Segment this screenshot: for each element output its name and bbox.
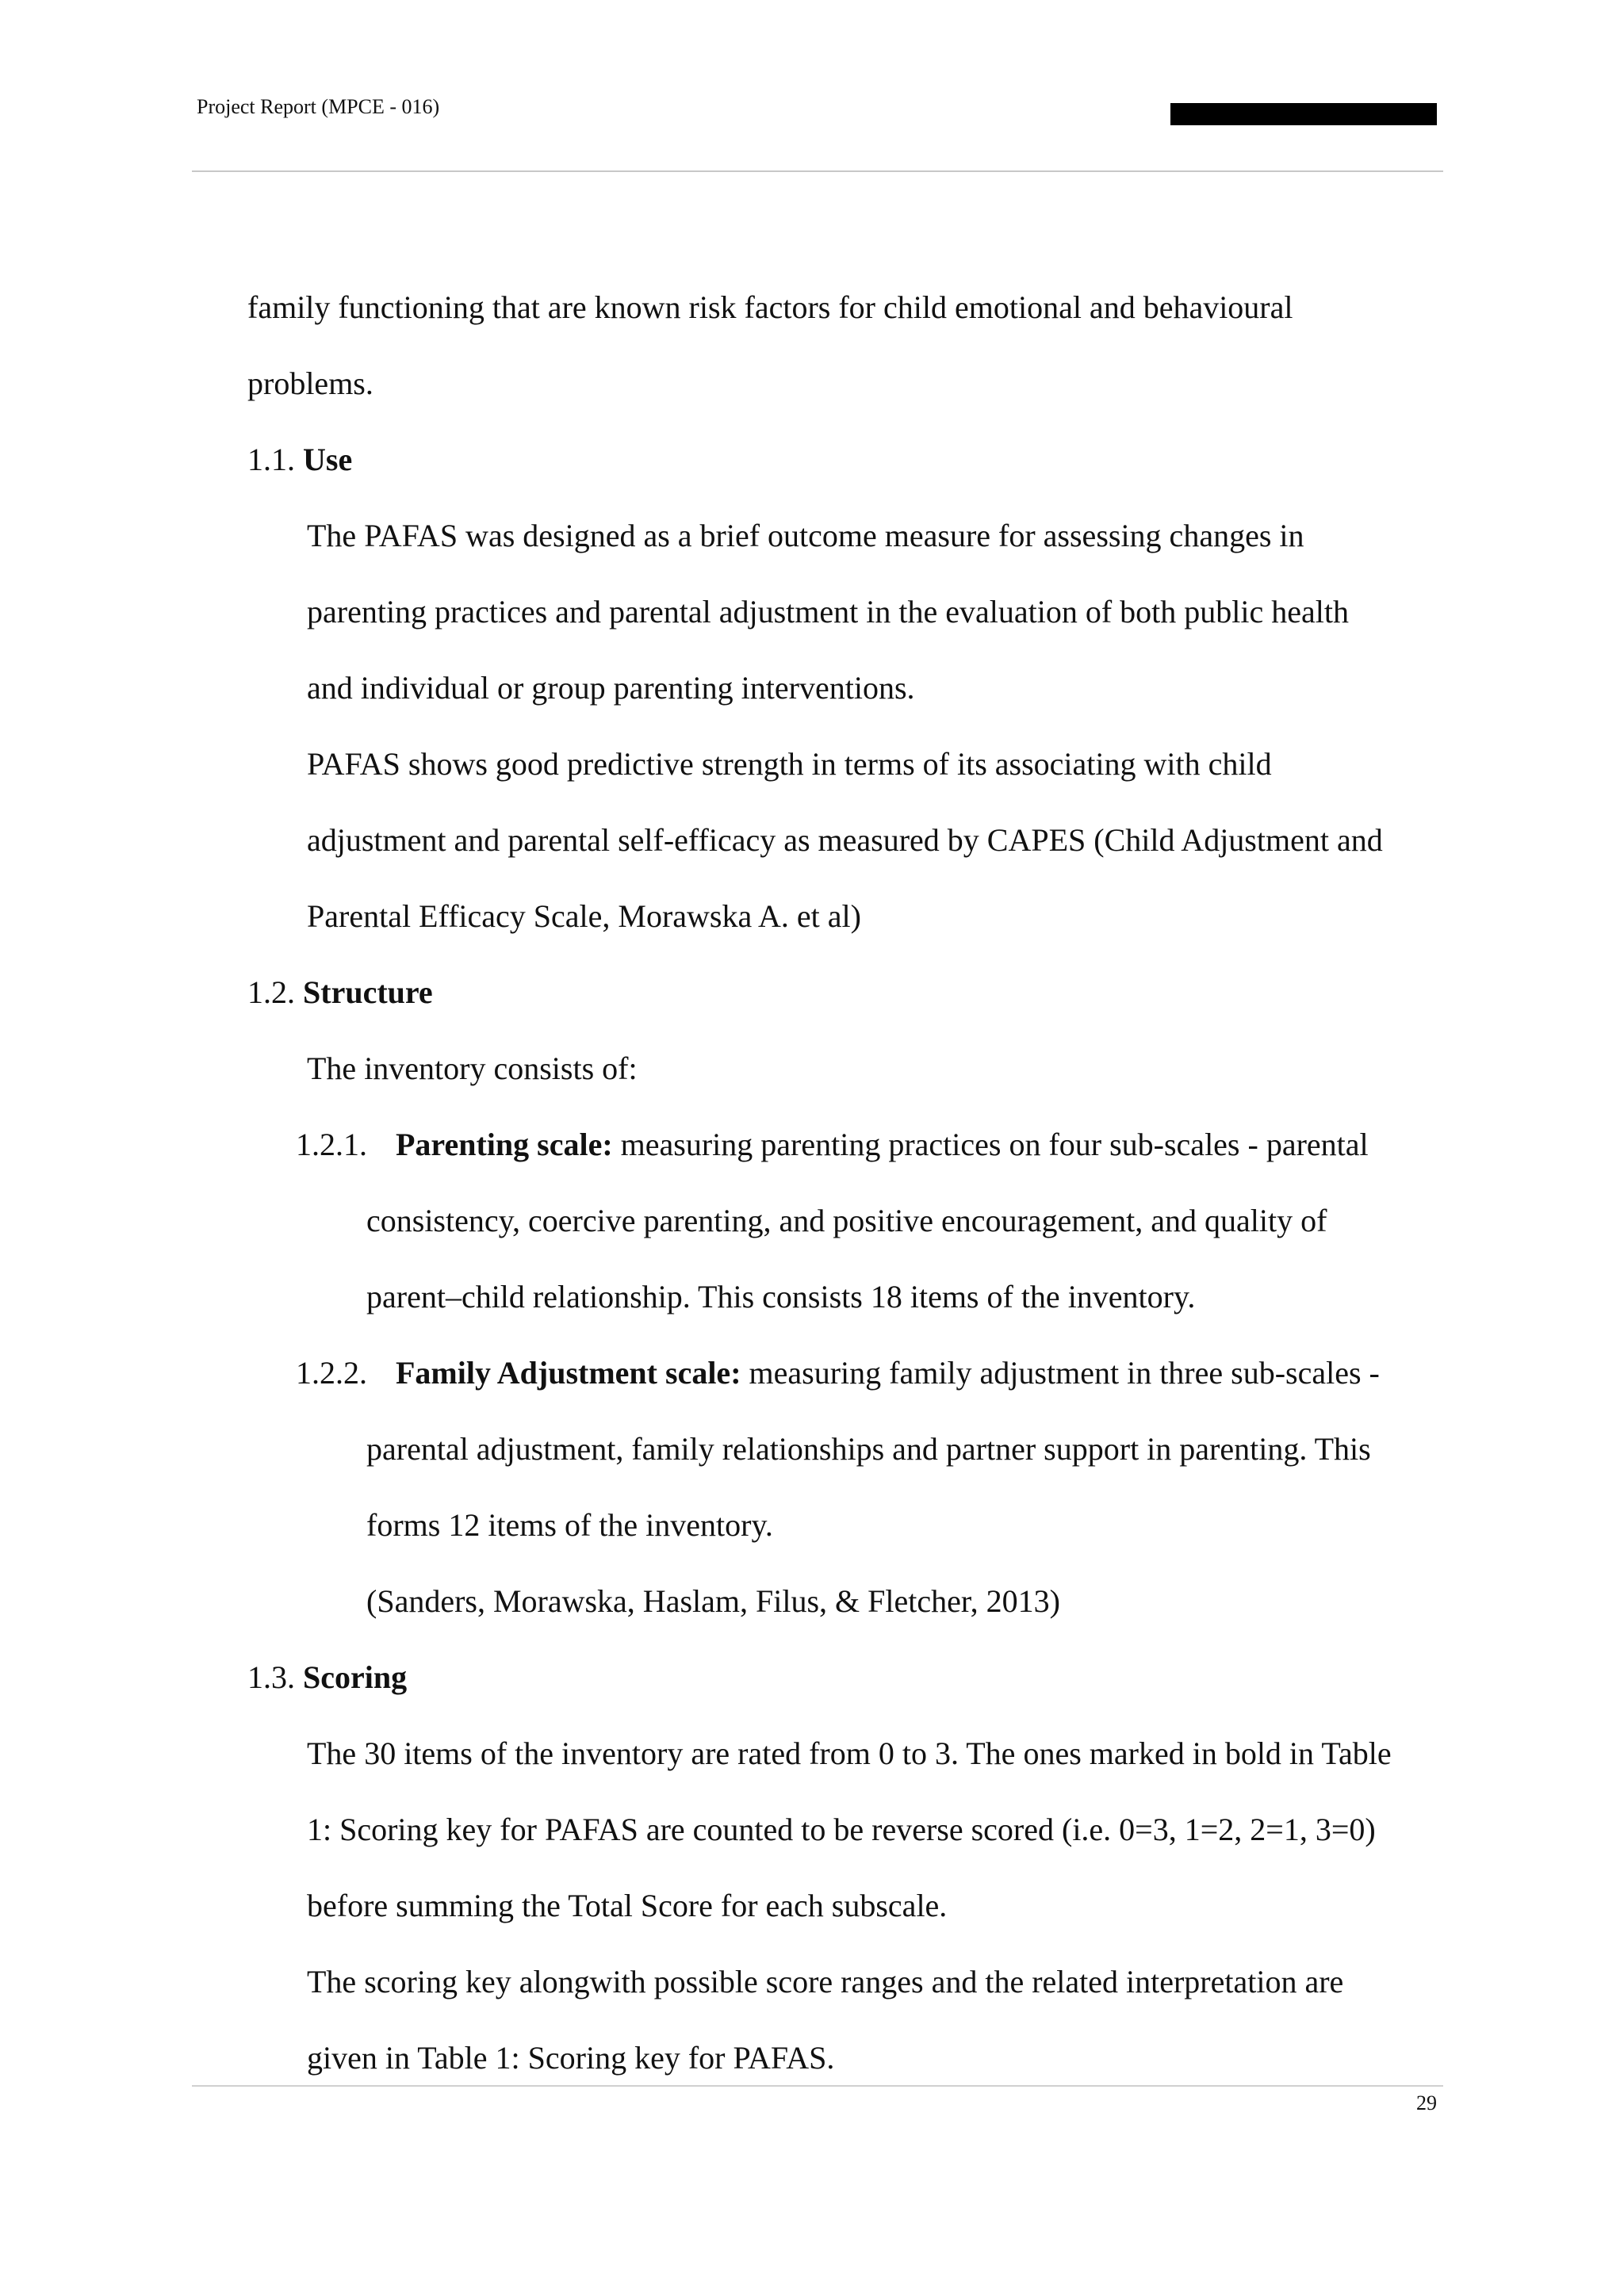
- paragraph-line: The 30 items of the inventory are rated from 0 to 3. The ones marked in bold in Table: [307, 1735, 1392, 1771]
- paragraph-line: consistency, coercive parenting, and positive encouragement, and quality of: [366, 1203, 1327, 1238]
- section-number: 1.2.: [247, 974, 295, 1010]
- section-title: Structure: [303, 974, 433, 1010]
- section-number: 1.3.: [247, 1659, 295, 1695]
- citation: (Sanders, Morawska, Haslam, Filus, & Fletcher, 2013): [366, 1583, 1060, 1619]
- paragraph-line: Parental Efficacy Scale, Morawska A. et al): [307, 898, 861, 934]
- subitem-text: measuring family adjustment in three sub-scales -: [741, 1355, 1380, 1391]
- subitem-number: 1.2.2.: [296, 1355, 367, 1391]
- paragraph-line: parent–child relationship. This consists 18 items of the inventory.: [366, 1279, 1196, 1314]
- paragraph-line: forms 12 items of the inventory.: [366, 1507, 773, 1543]
- paragraph-line: PAFAS shows good predictive strength in terms of its associating with child: [307, 746, 1272, 782]
- subitem-parenting-scale: [296, 1129, 1369, 1161]
- header-redaction-bar: [1170, 103, 1437, 125]
- subitem-number: 1.2.1.: [296, 1127, 367, 1162]
- section-number: 1.1.: [247, 442, 295, 477]
- section-heading-use: [247, 444, 352, 476]
- paragraph-line: 1: Scoring key for PAFAS are counted to be reverse scored (i.e. 0=3, 1=2, 2=1, 3=0): [307, 1812, 1376, 1847]
- page-number: 29: [1416, 2091, 1437, 2114]
- paragraph-line: before summing the Total Score for each subscale.: [307, 1888, 948, 1923]
- paragraph-line: given in Table 1: Scoring key for PAFAS.: [307, 2040, 835, 2076]
- section-title: Scoring: [303, 1659, 408, 1695]
- subitem-label: Parenting scale:: [396, 1127, 613, 1162]
- subitem-label: Family Adjustment scale:: [396, 1355, 741, 1391]
- header-divider: [192, 170, 1443, 172]
- paragraph-line: The scoring key alongwith possible score ranges and the related interpretation are: [307, 1964, 1344, 1999]
- paragraph-line: parenting practices and parental adjustment in the evaluation of both public health: [307, 594, 1350, 629]
- section-title: Use: [303, 442, 353, 477]
- subitem-text: measuring parenting practices on four sub-scales - parental: [612, 1127, 1369, 1162]
- paragraph-line: The inventory consists of:: [307, 1050, 638, 1086]
- footer-divider: [192, 2085, 1443, 2087]
- subitem-family-adjustment-scale: [296, 1357, 1380, 1389]
- header-title: Project Report (MPCE - 016): [197, 95, 440, 118]
- paragraph-line: and individual or group parenting interventions.: [307, 670, 915, 706]
- section-heading-structure: [247, 974, 433, 1010]
- paragraph-line: The PAFAS was designed as a brief outcome measure for assessing changes in: [307, 518, 1304, 553]
- paragraph-line: adjustment and parental self-efficacy as measured by CAPES (Child Adjustment and: [307, 822, 1383, 858]
- section-heading-scoring: [247, 1659, 408, 1695]
- intro-line: problems.: [247, 365, 373, 401]
- intro-line: family functioning that are known risk factors for child emotional and behavioural: [247, 289, 1293, 325]
- paragraph-line: parental adjustment, family relationships and partner support in parenting. This: [366, 1431, 1371, 1467]
